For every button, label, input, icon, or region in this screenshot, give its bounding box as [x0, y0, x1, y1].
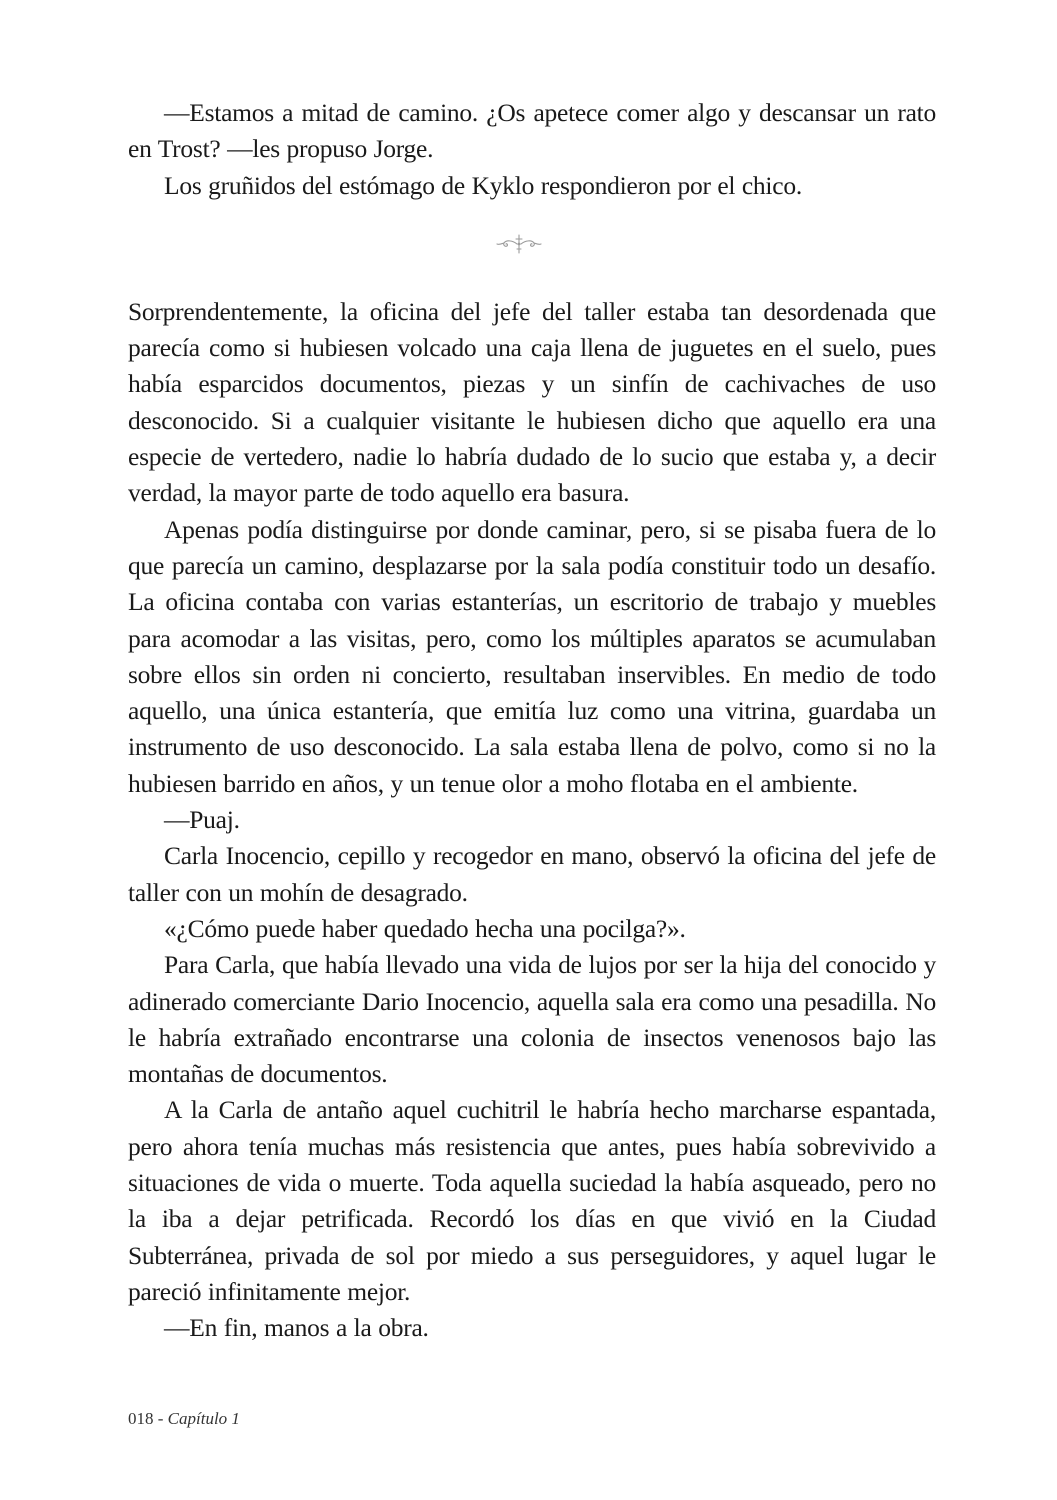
paragraph: Apenas podía distinguirse por donde caminar, pero, si se pisaba fuera de lo que parecía un camino, desplazarse por la sala podía constituir todo un desafío. La oficina contaba con varias estanterías, un escritorio de trabajo y muebles para acomodar a las visitas, pero, como los múltiples aparatos se acumulaban sobre ellos sin orden ni concierto, resultaban inservibles. En medio de todo aquello, una única estantería, que emitía luz como una vitrina, guardaba un instrumento de uso desconocido. La sala estaba llena de polvo, como si no la hubiesen barrido en años, y un tenue olor a moho flotaba en el ambiente. — [128, 514, 936, 798]
chapter-title: Capítulo 1 — [167, 1409, 240, 1428]
footer-separator: - — [153, 1409, 168, 1428]
paragraph: Carla Inocencio, cepillo y recogedor en mano, observó la oficina del jefe de taller con un mohín de desagrado. — [128, 841, 936, 907]
page-number: 018 — [128, 1409, 154, 1428]
page-footer — [128, 1409, 240, 1429]
page-body — [128, 95, 936, 1347]
paragraph: A la Carla de antaño aquel cuchitril le habría hecho marcharse espantada, pero ahora tenía muchas más resistencia que antes, pues había sobrevivido a situaciones de vida o muerte. Toda aquella suciedad la había asqueado, pero no la iba a dejar petrificada. Recordó los días en que vivió en la Ciudad Subterránea, privada de sol por miedo a sus perseguidores, y aquel lugar le pareció infinitamente mejor. — [128, 1095, 936, 1306]
dialogue-line: —Puaj. — [164, 805, 240, 835]
fleuron-icon — [495, 232, 543, 256]
paragraph: Sorprendentemente, la oficina del jefe del taller estaba tan desordenada que parecía como si hubiesen volcado una caja llena de juguetes en el suelo, pues había esparcidos documentos, piezas y un sinfín de cachivaches de uso desconocido. Si a cualquier visitante le hubiesen dicho que aquello era una especie de vertedero, nadie lo habría dudado de lo sucio que estaba y, a decir verdad, la mayor parte de todo aquello era basura. — [128, 296, 936, 508]
dialogue-line: —En fin, manos a la obra. — [164, 1313, 429, 1343]
thought-line: «¿Cómo puede haber quedado hecha una pocilga?». — [164, 913, 686, 943]
paragraph: —Estamos a mitad de camino. ¿Os apetece comer algo y descansar un rato en Trost? —les propuso Jorge. — [128, 98, 936, 164]
section-break — [128, 204, 936, 294]
paragraph: Para Carla, que había llevado una vida de lujos por ser la hija del conocido y adinerado comerciante Dario Inocencio, aquella sala era como una pesadilla. No le habría extrañado encontrarse una colonia de insectos venenosos bajo las montañas de documentos. — [128, 950, 936, 1089]
paragraph: Los gruñidos del estómago de Kyklo respondieron por el chico. — [164, 170, 802, 200]
